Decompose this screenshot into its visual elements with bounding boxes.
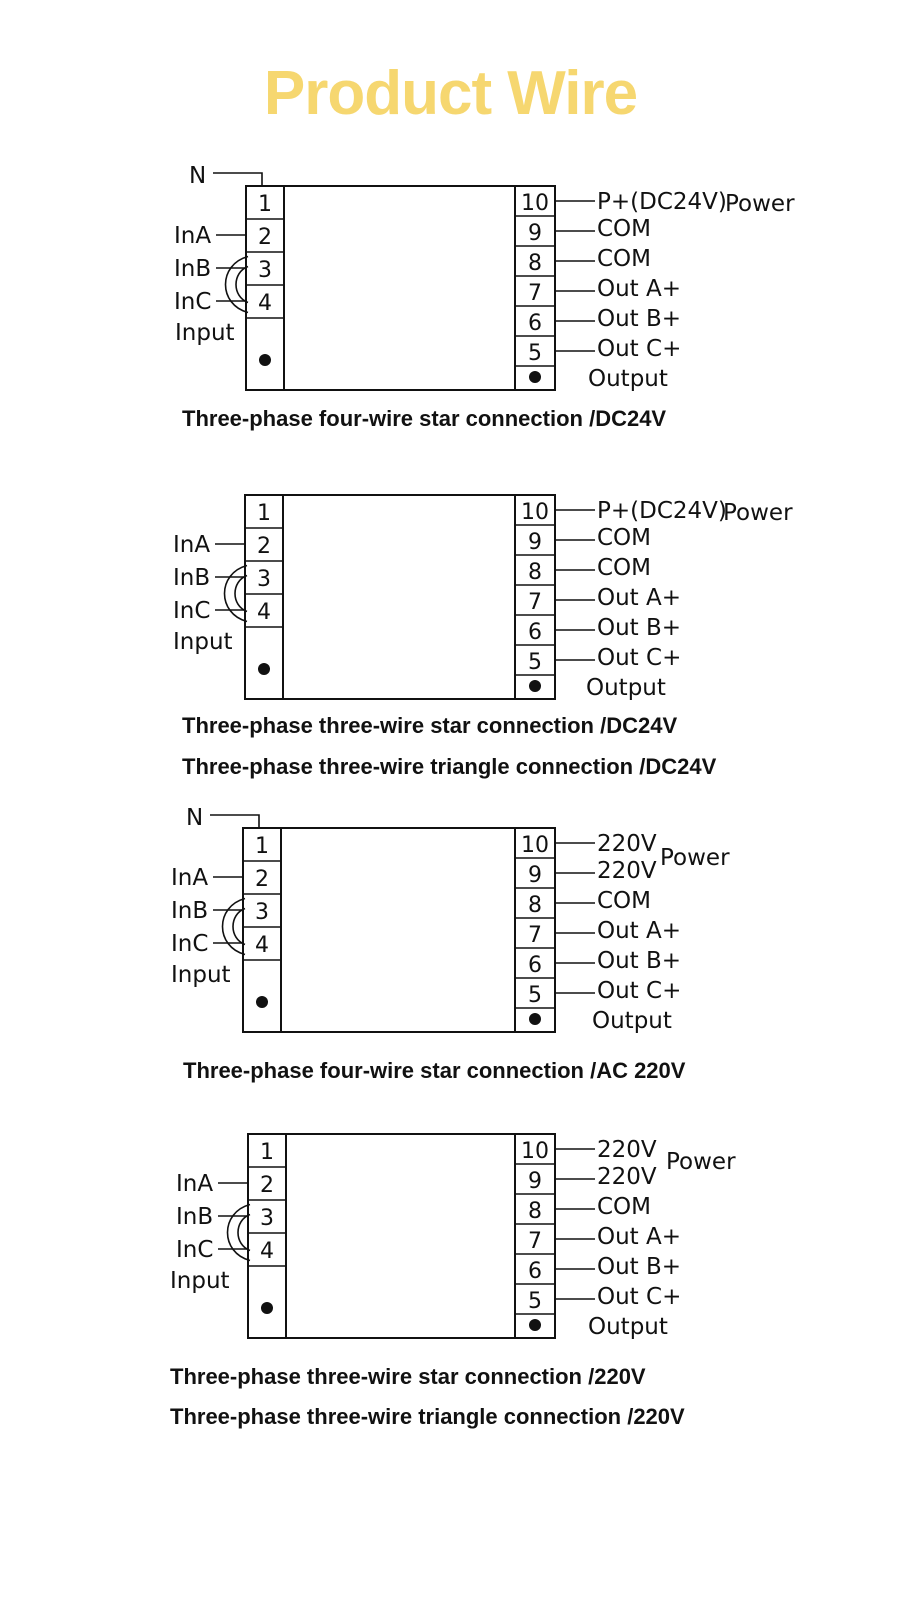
input-group-label: Input [170,1268,230,1294]
diagram-2 [173,495,793,779]
input-group-label: Input [171,962,231,988]
output-label: 220V [597,1164,657,1190]
module-box [245,495,555,699]
mounting-dot [529,680,541,692]
terminal-label: 9 [528,530,542,555]
input-label: InB [174,256,212,282]
terminal-label: 3 [255,900,269,925]
module-box [248,1134,555,1338]
terminal-label: 9 [528,1169,542,1194]
input-label: InB [176,1204,214,1230]
terminal-label: 3 [260,1206,274,1231]
diagram-4 [170,1134,736,1429]
output-label: Out B+ [597,1254,682,1280]
input-label: InC [176,1237,214,1263]
output-label: COM [597,1194,652,1220]
terminal-label: 6 [528,953,542,978]
module-box [246,186,555,390]
terminal-label: 8 [528,1199,542,1224]
terminal-label: 8 [528,560,542,585]
page-title: Product Wire [263,59,638,128]
terminal-label: 10 [521,833,549,858]
input-label: InA [176,1171,214,1197]
output-label: COM [597,246,652,272]
terminal-label: 4 [258,291,272,316]
terminal-label: 6 [528,620,542,645]
terminal-label: 9 [528,221,542,246]
terminal-label: 1 [257,501,271,526]
output-group-label: Output [588,1314,668,1340]
output-label: 220V [597,1137,657,1163]
output-label: Out C+ [597,1284,682,1310]
mounting-dot [261,1302,273,1314]
terminal-label: 2 [260,1173,274,1198]
output-group-label: Output [592,1008,672,1034]
neutral-label: N [186,805,204,831]
terminal-label: 6 [528,311,542,336]
connection-caption: Three-phase three-wire star connection /DC24V [182,713,678,738]
neutral-wire [213,173,262,186]
power-label: Power [725,191,795,217]
terminal-label: 7 [528,281,542,306]
mounting-dot [529,1013,541,1025]
terminal-label: 4 [257,600,271,625]
power-label: Power [666,1149,736,1175]
mounting-dot [529,1319,541,1331]
output-label: Out A+ [597,918,682,944]
terminal-label: 1 [260,1140,274,1165]
terminal-label: 7 [528,590,542,615]
mounting-dot [256,996,268,1008]
output-label: Out C+ [597,336,682,362]
input-label: InA [171,865,209,891]
terminal-label: 7 [528,1229,542,1254]
output-label: Out A+ [597,276,682,302]
output-label: P+(DC24V) [597,189,727,215]
terminal-label: 1 [255,834,269,859]
connection-caption: Three-phase four-wire star connection /AC 220V [183,1058,686,1083]
terminal-label: 2 [258,225,272,250]
output-label: 220V [597,831,657,857]
terminal-label: 3 [258,258,272,283]
terminal-label: 5 [528,983,542,1008]
input-group-label: Input [175,320,235,346]
output-group-label: Output [588,366,668,392]
terminal-label: 10 [521,500,549,525]
terminal-label: 4 [260,1239,274,1264]
power-label: Power [660,845,730,871]
terminal-label: 7 [528,923,542,948]
terminal-label: 2 [257,534,271,559]
terminal-label: 4 [255,933,269,958]
output-label: 220V [597,858,657,884]
input-label: InB [171,898,209,924]
connection-caption: Three-phase three-wire triangle connection /DC24V [182,754,717,779]
connection-caption: Three-phase three-wire star connection /220V [170,1364,646,1389]
input-label: InC [174,289,212,315]
output-label: COM [597,525,652,551]
output-label: Out C+ [597,645,682,671]
terminal-label: 5 [528,650,542,675]
mounting-dot [259,354,271,366]
mounting-dot [258,663,270,675]
output-label: Out C+ [597,978,682,1004]
output-label: P+(DC24V) [597,498,727,524]
input-label: InC [171,931,209,957]
terminal-label: 8 [528,251,542,276]
neutral-label: N [189,163,207,189]
module-box [243,828,555,1032]
terminal-label: 2 [255,867,269,892]
diagram-3 [171,805,730,1083]
connection-caption: Three-phase four-wire star connection /DC24V [182,406,667,431]
terminal-label: 5 [528,341,542,366]
terminal-label: 1 [258,192,272,217]
terminal-label: 3 [257,567,271,592]
output-label: Out A+ [597,1224,682,1250]
output-label: Out B+ [597,306,682,332]
terminal-label: 6 [528,1259,542,1284]
power-label: Power [723,500,793,526]
output-label: COM [597,888,652,914]
diagram-1 [174,163,795,431]
input-label: InB [173,565,211,591]
terminal-label: 9 [528,863,542,888]
output-group-label: Output [586,675,666,701]
mounting-dot [529,371,541,383]
terminal-label: 10 [521,191,549,216]
neutral-wire [210,815,259,828]
output-label: COM [597,555,652,581]
terminal-label: 5 [528,1289,542,1314]
input-group-label: Input [173,629,233,655]
input-label: InA [174,223,212,249]
output-label: Out B+ [597,615,682,641]
terminal-label: 10 [521,1139,549,1164]
connection-caption: Three-phase three-wire triangle connection /220V [170,1404,685,1429]
output-label: COM [597,216,652,242]
input-label: InC [173,598,211,624]
input-label: InA [173,532,211,558]
output-label: Out A+ [597,585,682,611]
output-label: Out B+ [597,948,682,974]
terminal-label: 8 [528,893,542,918]
